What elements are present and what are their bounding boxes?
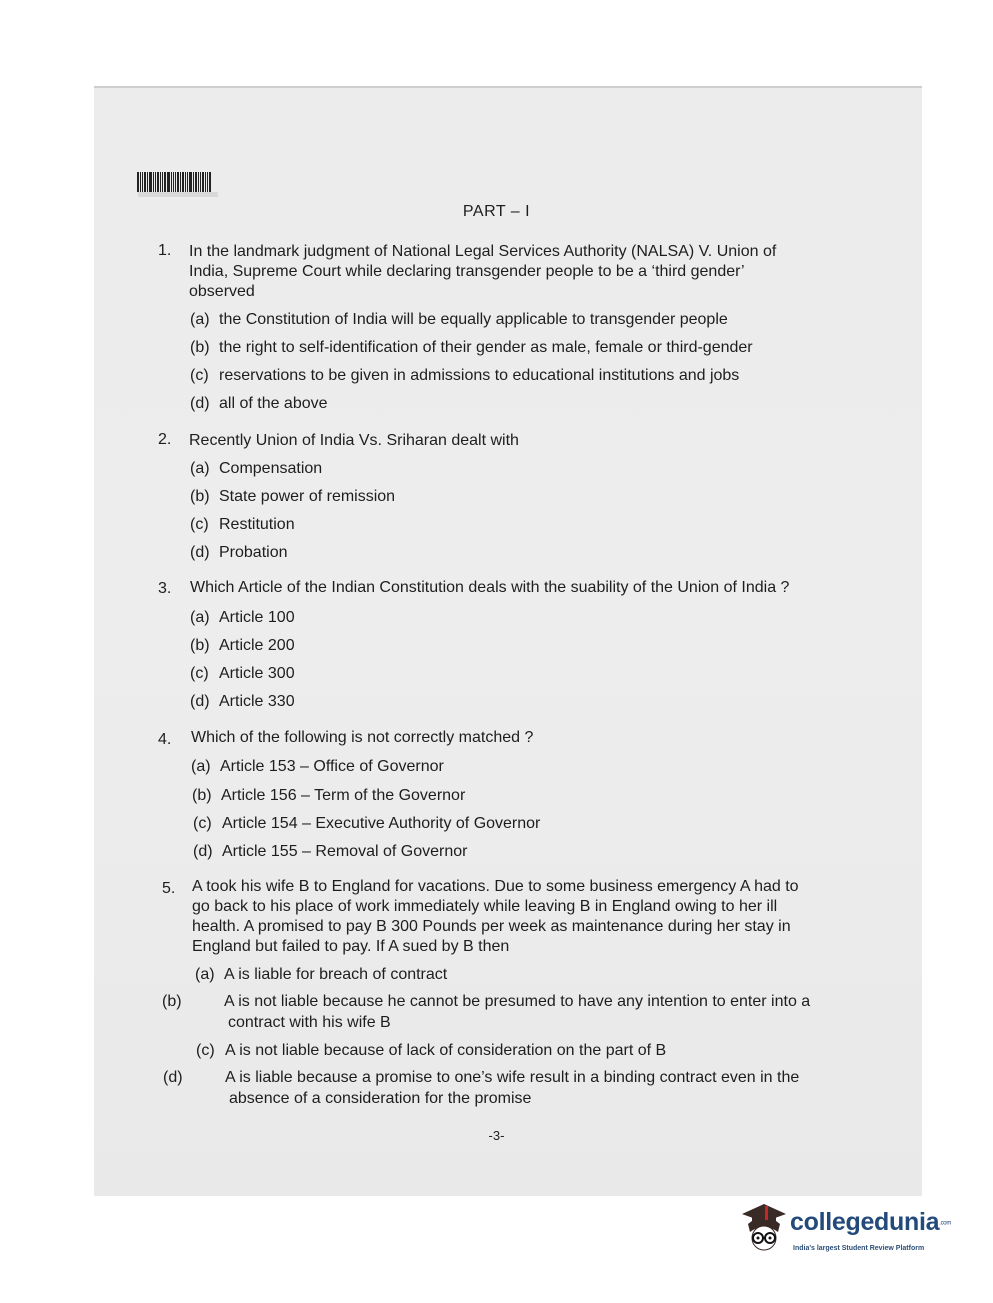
question-number: 2. [158, 431, 172, 448]
question-text: Which Article of the Indian Constitution deals with the suability of the Union of India ? [190, 579, 790, 596]
option-a [191, 756, 813, 777]
barcode-bar [149, 172, 152, 192]
barcode-bar [209, 172, 211, 192]
barcode-caption-smudge [138, 192, 218, 197]
option-label: (b) [192, 787, 212, 804]
barcode-bar [173, 172, 174, 192]
option-text: A is liable because a promise to one’s wife result in a binding contract even in the absence of a consideration for the promise [225, 1069, 800, 1107]
barcode-bar [193, 172, 194, 192]
option-b [190, 635, 812, 656]
barcode-bar [144, 172, 146, 192]
option-text: Article 156 – Term of the Governor [221, 787, 466, 804]
option-text: Probation [219, 544, 288, 561]
brand-tagline: India's largest Student Review Platform [793, 1245, 925, 1252]
question-text: A took his wife B to England for vacations. Due to some business emergency A had to go back to his place of work immediately while leaving B in England owing to her ill health. A promised to pay B 300 Pounds per week as maintenance during her stay in England but failed to pay. If A sued by B then [192, 878, 799, 955]
option-text: Article 200 [219, 637, 295, 654]
option-text: A is liable for breach of contract [224, 966, 448, 983]
brand-name [790, 1208, 951, 1237]
option-a [190, 458, 812, 479]
barcode-bar [171, 172, 172, 192]
option-label: (c) [193, 815, 212, 832]
part-title: PART – I [462, 203, 531, 220]
barcode-bar [155, 172, 156, 192]
option-label: (b) [190, 637, 210, 654]
option-label: (a) [191, 758, 211, 775]
barcode-bar [200, 172, 201, 192]
question-number: 5. [162, 880, 176, 897]
option-text: A is not liable because he cannot be presumed to have any intention to enter into a contract with his wife B [224, 993, 811, 1031]
barcode-bar [147, 172, 148, 192]
barcode-bar [164, 172, 166, 192]
option-label: (a) [190, 609, 210, 626]
option-text: the Constitution of India will be equally applicable to transgender people [219, 311, 728, 328]
question-number: 4. [158, 731, 172, 748]
option-label: (b) [190, 339, 210, 356]
option-b [162, 991, 818, 1033]
page-number: -3- [488, 1128, 505, 1143]
option-text: Article 100 [219, 609, 295, 626]
barcode-bar [205, 172, 206, 192]
barcode [137, 172, 220, 192]
question-number: 1. [158, 242, 172, 259]
question-text: In the landmark judgment of National Legal Services Authority (NALSA) V. Union of India, Supreme Court while declaring transgender people to be a ‘third gender’ observed [189, 243, 777, 300]
option-b [190, 337, 812, 358]
option-text: Restitution [219, 516, 295, 533]
barcode-bar [198, 172, 199, 192]
brand-tld: .com [939, 1220, 952, 1227]
barcode-bar [207, 172, 208, 192]
option-label: (c) [190, 665, 209, 682]
barcode-bar [137, 172, 139, 192]
option-label: (c) [190, 367, 209, 384]
option-b [192, 785, 814, 806]
barcode-bar [189, 172, 192, 192]
option-label: (b) [162, 993, 182, 1010]
option-a [195, 964, 817, 985]
option-d [190, 691, 812, 712]
option-text: all of the above [219, 395, 328, 412]
barcode-bar [167, 172, 170, 192]
barcode-bar [153, 172, 154, 192]
option-label: (d) [190, 395, 210, 412]
option-d [193, 841, 815, 862]
option-label: (d) [190, 544, 210, 561]
option-d [190, 393, 812, 414]
option-label: (b) [190, 488, 210, 505]
option-label: (d) [190, 693, 210, 710]
option-label: (c) [196, 1042, 215, 1059]
option-text: Article 330 [219, 693, 295, 710]
option-c [190, 514, 812, 535]
question-text: Which of the following is not correctly matched ? [191, 729, 534, 746]
option-c [190, 663, 812, 684]
option-text: State power of remission [219, 488, 396, 505]
option-c [196, 1040, 818, 1061]
option-label: (d) [193, 843, 213, 860]
barcode-bar [187, 172, 188, 192]
barcode-bar [157, 172, 159, 192]
option-text: A is not liable because of lack of consideration on the part of B [225, 1042, 667, 1059]
option-a [190, 607, 812, 628]
question-number: 3. [158, 580, 172, 597]
barcode-bar [202, 172, 204, 192]
option-text: Article 155 – Removal of Governor [222, 843, 468, 860]
option-text: Article 300 [219, 665, 295, 682]
option-label: (c) [190, 516, 209, 533]
option-label: (a) [190, 460, 210, 477]
barcode-bar [142, 172, 143, 192]
option-label: (a) [190, 311, 210, 328]
collegedunia-logo [738, 1200, 960, 1260]
brand-word: collegedunia [790, 1208, 940, 1236]
barcode-bar [160, 172, 161, 192]
barcode-bar [162, 172, 163, 192]
option-d [163, 1067, 819, 1109]
barcode-bar [182, 172, 184, 192]
barcode-bar [175, 172, 176, 192]
option-text: Article 153 – Office of Governor [220, 758, 444, 775]
option-text: Article 154 – Executive Authority of Governor [222, 815, 541, 832]
option-text: the right to self-identification of their gender as male, female or third-gender [219, 339, 753, 356]
question-text: Recently Union of India Vs. Sriharan dealt with [189, 432, 519, 449]
barcode-bar [177, 172, 179, 192]
barcode-bar [140, 172, 141, 192]
barcode-bar [195, 172, 197, 192]
graduate-mascot-icon [738, 1200, 790, 1256]
option-d [190, 542, 812, 563]
option-text: Compensation [219, 460, 323, 477]
barcode-bar [180, 172, 181, 192]
option-c [190, 365, 812, 386]
option-a [190, 309, 812, 330]
option-label: (d) [163, 1069, 183, 1086]
option-c [193, 813, 815, 834]
option-label: (a) [195, 966, 215, 983]
barcode-bar [185, 172, 186, 192]
option-text: reservations to be given in admissions to educational institutions and jobs [219, 367, 740, 384]
option-b [190, 486, 812, 507]
